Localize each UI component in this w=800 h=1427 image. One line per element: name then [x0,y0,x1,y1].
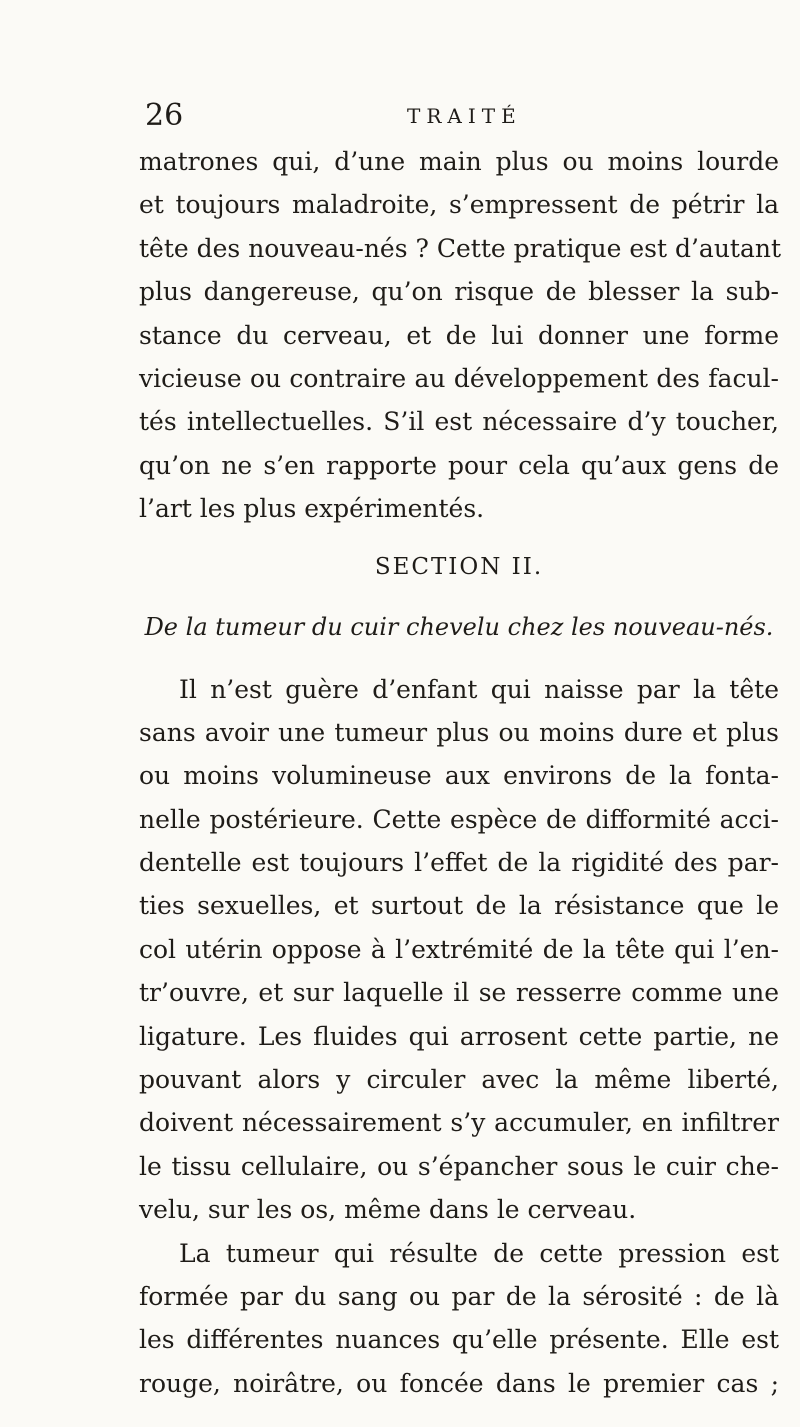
page-header [145,96,765,136]
text-line: dentelle est toujours l’effet de la rigidité des par- [139,848,779,878]
text-line: sans avoir une tumeur plus ou moins dure et plus [139,717,779,747]
text-line: pouvant alors y circuler avec la même liberté, [139,1065,779,1095]
text-line: tés intellectuelles. S’il est nécessaire d’y toucher, [139,407,779,437]
text-line: ou moins volumineuse aux environs de la fonta- [139,761,779,791]
text-line: col utérin oppose à l’extrémité de la tête qui l’en- [139,934,779,964]
text-line: formée par du sang ou par de la sérosité : de là [139,1281,779,1311]
text-line: le tissu cellulaire, ou s’épancher sous le cuir che- [139,1151,779,1181]
text-line: ligature. Les fluides qui arrosent cette partie, ne [139,1021,779,1051]
paragraph-2 [139,668,779,1232]
text-line: doivent nécessairement s’y accumuler, en infiltrer [139,1108,779,1138]
text-block [139,140,782,1405]
section-heading: SECTION II. [374,553,544,580]
text-line: rouge, noirâtre, ou foncée dans le premier cas ; [139,1368,779,1398]
running-title: TRAITÉ [407,104,522,128]
text-line: stance du cerveau, et de lui donner une forme [139,320,779,350]
text-line: tr’ouvre, et sur laquelle il se resserre comme une [139,978,779,1008]
text-line: nelle postérieure. Cette espèce de difformité acci- [139,804,779,834]
text-line: Il n’est guère d’enfant qui naisse par la tête [179,674,779,704]
text-line: La tumeur qui résulte de cette pression est [179,1238,779,1268]
text-line: les différentes nuances qu’elle présente. Elle est [139,1325,779,1355]
text-line: matrones qui, d’une main plus ou moins lourde [139,147,779,176]
section-subtitle: De la tumeur du cuir chevelu chez les nouveau-nés. [144,612,774,641]
paragraph-3 [139,1232,779,1406]
text-line: l’art les plus expérimentés. [139,494,485,524]
text-line: plus dangereuse, qu’on risque de blesser la sub- [139,277,779,307]
page-number: 26 [145,98,184,133]
text-line: velu, sur les os, même dans le cerveau. [139,1195,637,1225]
paragraph-1 [139,140,782,531]
text-line: tête des nouveau-nés ? Cette pratique est d’autant [139,233,782,263]
text-line: qu’on ne s’en rapporte pour cela qu’aux gens de [139,450,779,480]
text-line: vicieuse ou contraire au développement des facul- [139,363,779,393]
text-line: ties sexuelles, et surtout de la résistance que le [139,891,779,921]
text-line: et toujours maladroite, s’empressent de pétrir la [139,190,779,220]
